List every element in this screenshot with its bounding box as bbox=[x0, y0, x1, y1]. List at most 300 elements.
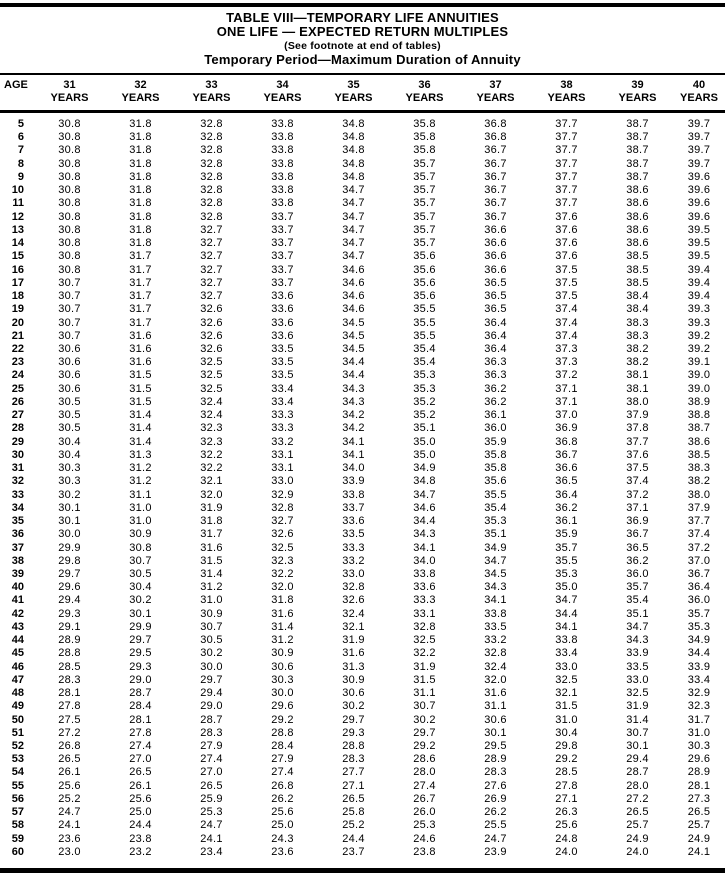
value-cell: 38.5 bbox=[626, 276, 649, 289]
table-row bbox=[0, 661, 725, 674]
value-cell: 30.2 bbox=[342, 700, 365, 713]
value-cell: 27.4 bbox=[413, 779, 436, 792]
value-cell: 31.6 bbox=[129, 356, 152, 369]
value-cell: 30.7 bbox=[58, 290, 81, 303]
value-cell: 29.4 bbox=[58, 594, 81, 607]
value-cell: 39.6 bbox=[687, 170, 711, 183]
table-row bbox=[0, 383, 725, 396]
age-cell: 30 bbox=[11, 448, 24, 461]
value-cell: 27.1 bbox=[555, 792, 578, 805]
table-row bbox=[0, 740, 725, 753]
value-cell: 31.9 bbox=[342, 634, 365, 647]
table-row bbox=[0, 184, 725, 197]
value-cell: 36.7 bbox=[555, 448, 578, 461]
value-cell: 36.1 bbox=[555, 515, 578, 528]
value-cell: 32.1 bbox=[200, 475, 223, 488]
value-cell: 37.7 bbox=[555, 197, 578, 210]
value-cell: 38.9 bbox=[687, 395, 711, 408]
value-cell: 33.2 bbox=[342, 554, 365, 567]
value-cell: 33.0 bbox=[271, 475, 294, 488]
value-cell: 24.8 bbox=[555, 832, 578, 845]
value-cell: 31.8 bbox=[129, 157, 152, 170]
value-cell: 33.1 bbox=[271, 448, 294, 461]
value-cell: 32.4 bbox=[484, 660, 507, 673]
age-cell: 22 bbox=[11, 342, 24, 355]
value-cell: 32.8 bbox=[200, 210, 223, 223]
value-cell: 36.2 bbox=[555, 501, 578, 514]
value-cell: 30.3 bbox=[271, 673, 294, 686]
value-cell: 39.7 bbox=[687, 144, 711, 157]
age-cell: 6 bbox=[17, 131, 24, 144]
value-cell: 29.9 bbox=[129, 620, 152, 633]
value-cell: 35.1 bbox=[413, 422, 436, 435]
value-cell: 36.6 bbox=[555, 462, 578, 475]
value-cell: 24.1 bbox=[687, 845, 711, 858]
value-cell: 30.9 bbox=[200, 607, 223, 620]
value-cell: 29.7 bbox=[129, 634, 152, 647]
value-cell: 36.6 bbox=[484, 263, 507, 276]
value-cell: 31.8 bbox=[129, 223, 152, 236]
value-cell: 30.6 bbox=[58, 369, 81, 382]
value-cell: 29.2 bbox=[413, 740, 436, 753]
value-cell: 35.1 bbox=[626, 607, 649, 620]
table-row bbox=[0, 131, 725, 144]
value-cell: 32.8 bbox=[200, 118, 223, 130]
value-cell: 34.2 bbox=[342, 422, 365, 435]
value-cell: 32.3 bbox=[200, 435, 223, 448]
value-cell: 30.9 bbox=[342, 673, 365, 686]
value-cell: 24.4 bbox=[342, 832, 365, 845]
value-cell: 31.4 bbox=[129, 435, 152, 448]
value-cell: 33.5 bbox=[271, 369, 294, 382]
value-cell: 32.8 bbox=[271, 501, 294, 514]
value-cell: 31.8 bbox=[129, 184, 152, 197]
value-cell: 36.5 bbox=[555, 475, 578, 488]
value-cell: 31.9 bbox=[200, 501, 223, 514]
table-row bbox=[0, 303, 725, 316]
value-cell: 32.7 bbox=[200, 276, 223, 289]
value-cell: 37.7 bbox=[555, 157, 578, 170]
value-cell: 26.8 bbox=[58, 740, 81, 753]
value-cell: 34.1 bbox=[484, 594, 507, 607]
value-cell: 27.9 bbox=[271, 753, 294, 766]
value-cell: 38.7 bbox=[626, 170, 649, 183]
table-title: TABLE VIII—TEMPORARY LIFE ANNUITIES bbox=[226, 10, 499, 25]
value-cell: 31.4 bbox=[200, 567, 223, 580]
value-cell: 30.8 bbox=[129, 541, 152, 554]
value-cell: 23.6 bbox=[58, 832, 81, 845]
period-caption: Temporary Period—Maximum Duration of Annuity bbox=[204, 52, 521, 67]
value-cell: 39.6 bbox=[687, 184, 711, 197]
value-cell: 34.1 bbox=[413, 541, 436, 554]
age-cell: 31 bbox=[11, 462, 24, 475]
value-cell: 35.1 bbox=[484, 528, 507, 541]
table-row bbox=[0, 144, 725, 157]
value-cell: 30.1 bbox=[58, 501, 81, 514]
value-cell: 35.4 bbox=[484, 501, 507, 514]
value-cell: 32.7 bbox=[200, 223, 223, 236]
table-row bbox=[0, 714, 725, 727]
value-cell: 32.4 bbox=[200, 395, 223, 408]
value-cell: 37.5 bbox=[555, 263, 578, 276]
value-cell: 36.5 bbox=[484, 303, 507, 316]
value-cell: 36.8 bbox=[555, 435, 578, 448]
value-cell: 27.5 bbox=[58, 713, 81, 726]
value-cell: 37.0 bbox=[687, 554, 711, 567]
value-cell: 33.7 bbox=[271, 237, 294, 250]
value-cell: 31.2 bbox=[129, 475, 152, 488]
value-cell: 37.3 bbox=[555, 342, 578, 355]
value-cell: 35.7 bbox=[555, 541, 578, 554]
value-cell: 24.1 bbox=[58, 819, 81, 832]
value-cell: 36.4 bbox=[484, 316, 507, 329]
value-cell: 33.7 bbox=[271, 276, 294, 289]
value-cell: 31.8 bbox=[129, 144, 152, 157]
table-row bbox=[0, 211, 725, 224]
value-cell: 36.3 bbox=[484, 369, 507, 382]
value-cell: 35.5 bbox=[413, 303, 436, 316]
year-column-header: 33 YEARS bbox=[192, 79, 231, 104]
value-cell: 31.7 bbox=[129, 250, 152, 263]
value-cell: 25.6 bbox=[58, 779, 81, 792]
value-cell: 34.7 bbox=[626, 620, 649, 633]
value-cell: 27.8 bbox=[58, 700, 81, 713]
value-cell: 38.5 bbox=[687, 448, 711, 461]
value-cell: 34.4 bbox=[555, 607, 578, 620]
value-cell: 37.1 bbox=[626, 501, 649, 514]
value-cell: 36.0 bbox=[626, 567, 649, 580]
value-cell: 39.6 bbox=[687, 210, 711, 223]
value-cell: 39.7 bbox=[687, 131, 711, 144]
value-cell: 27.1 bbox=[342, 779, 365, 792]
table-body bbox=[0, 118, 725, 859]
value-cell: 37.6 bbox=[555, 223, 578, 236]
value-cell: 35.8 bbox=[484, 462, 507, 475]
table-row bbox=[0, 396, 725, 409]
value-cell: 32.0 bbox=[271, 581, 294, 594]
value-cell: 25.5 bbox=[484, 819, 507, 832]
year-column-header: 31 YEARS bbox=[50, 79, 89, 104]
value-cell: 31.0 bbox=[687, 726, 711, 739]
value-cell: 35.7 bbox=[413, 184, 436, 197]
value-cell: 32.4 bbox=[342, 607, 365, 620]
age-cell: 47 bbox=[11, 673, 24, 686]
value-cell: 33.8 bbox=[271, 131, 294, 144]
value-cell: 39.4 bbox=[687, 263, 711, 276]
value-cell: 30.0 bbox=[271, 687, 294, 700]
value-cell: 31.8 bbox=[129, 210, 152, 223]
value-cell: 35.5 bbox=[413, 316, 436, 329]
table-row bbox=[0, 343, 725, 356]
value-cell: 26.5 bbox=[342, 792, 365, 805]
value-cell: 32.8 bbox=[413, 620, 436, 633]
value-cell: 33.8 bbox=[271, 184, 294, 197]
value-cell: 23.9 bbox=[484, 845, 507, 858]
year-column-header: 37 YEARS bbox=[476, 79, 515, 104]
value-cell: 33.8 bbox=[271, 170, 294, 183]
value-cell: 25.9 bbox=[200, 792, 223, 805]
value-cell: 30.2 bbox=[413, 713, 436, 726]
age-cell: 60 bbox=[11, 845, 24, 858]
value-cell: 38.3 bbox=[626, 329, 649, 342]
value-cell: 26.3 bbox=[555, 806, 578, 819]
value-cell: 32.2 bbox=[200, 448, 223, 461]
value-cell: 34.4 bbox=[413, 515, 436, 528]
value-cell: 32.3 bbox=[271, 554, 294, 567]
value-cell: 29.6 bbox=[58, 581, 81, 594]
value-cell: 35.2 bbox=[413, 409, 436, 422]
value-cell: 30.7 bbox=[200, 620, 223, 633]
value-cell: 35.6 bbox=[413, 290, 436, 303]
value-cell: 33.8 bbox=[484, 607, 507, 620]
value-cell: 35.5 bbox=[413, 329, 436, 342]
age-cell: 25 bbox=[11, 382, 24, 395]
value-cell: 32.8 bbox=[200, 144, 223, 157]
value-cell: 33.6 bbox=[413, 581, 436, 594]
value-cell: 34.0 bbox=[342, 462, 365, 475]
value-cell: 32.7 bbox=[200, 237, 223, 250]
value-cell: 27.7 bbox=[342, 766, 365, 779]
value-cell: 26.1 bbox=[129, 779, 152, 792]
value-cell: 27.0 bbox=[200, 766, 223, 779]
table-row bbox=[0, 568, 725, 581]
value-cell: 36.5 bbox=[484, 276, 507, 289]
value-cell: 38.5 bbox=[626, 263, 649, 276]
value-cell: 33.9 bbox=[626, 647, 649, 660]
value-cell: 34.8 bbox=[413, 475, 436, 488]
value-cell: 30.8 bbox=[58, 223, 81, 236]
table-row bbox=[0, 409, 725, 422]
value-cell: 37.1 bbox=[555, 395, 578, 408]
footnote-note: (See footnote at end of tables) bbox=[284, 40, 441, 52]
value-cell: 38.7 bbox=[626, 144, 649, 157]
age-cell: 24 bbox=[11, 369, 24, 382]
table-row bbox=[0, 528, 725, 541]
value-cell: 30.7 bbox=[58, 316, 81, 329]
value-cell: 28.7 bbox=[626, 766, 649, 779]
value-cell: 32.7 bbox=[200, 263, 223, 276]
table-row bbox=[0, 489, 725, 502]
value-cell: 33.8 bbox=[271, 118, 294, 130]
value-cell: 24.0 bbox=[555, 845, 578, 858]
value-cell: 31.6 bbox=[129, 342, 152, 355]
value-cell: 36.5 bbox=[626, 541, 649, 554]
value-cell: 39.5 bbox=[687, 237, 711, 250]
value-cell: 26.5 bbox=[687, 806, 711, 819]
value-cell: 34.3 bbox=[413, 528, 436, 541]
value-cell: 30.6 bbox=[342, 687, 365, 700]
age-cell: 18 bbox=[11, 290, 24, 303]
value-cell: 28.4 bbox=[271, 740, 294, 753]
value-cell: 30.5 bbox=[58, 409, 81, 422]
age-cell: 57 bbox=[11, 806, 24, 819]
table-row bbox=[0, 502, 725, 515]
value-cell: 31.7 bbox=[129, 316, 152, 329]
value-cell: 36.4 bbox=[555, 488, 578, 501]
value-cell: 37.4 bbox=[626, 475, 649, 488]
value-cell: 31.5 bbox=[413, 673, 436, 686]
value-cell: 35.3 bbox=[484, 515, 507, 528]
value-cell: 37.8 bbox=[626, 422, 649, 435]
value-cell: 39.0 bbox=[687, 382, 711, 395]
value-cell: 31.8 bbox=[271, 594, 294, 607]
table-row bbox=[0, 793, 725, 806]
value-cell: 29.6 bbox=[687, 753, 711, 766]
value-cell: 23.7 bbox=[342, 845, 365, 858]
value-cell: 30.1 bbox=[626, 740, 649, 753]
value-cell: 37.6 bbox=[555, 250, 578, 263]
value-cell: 37.7 bbox=[687, 515, 711, 528]
age-cell: 14 bbox=[11, 237, 24, 250]
value-cell: 30.6 bbox=[58, 382, 81, 395]
table-row bbox=[0, 647, 725, 660]
value-cell: 33.5 bbox=[484, 620, 507, 633]
value-cell: 28.0 bbox=[626, 779, 649, 792]
value-cell: 38.7 bbox=[626, 118, 649, 130]
table-row bbox=[0, 475, 725, 488]
value-cell: 29.8 bbox=[555, 740, 578, 753]
value-cell: 31.1 bbox=[413, 687, 436, 700]
table-row bbox=[0, 462, 725, 475]
value-cell: 33.7 bbox=[271, 263, 294, 276]
value-cell: 37.4 bbox=[555, 316, 578, 329]
table-row bbox=[0, 422, 725, 435]
value-cell: 33.6 bbox=[271, 316, 294, 329]
value-cell: 31.4 bbox=[271, 620, 294, 633]
value-cell: 38.0 bbox=[687, 488, 711, 501]
value-cell: 38.7 bbox=[687, 422, 711, 435]
value-cell: 30.2 bbox=[58, 488, 81, 501]
value-cell: 33.2 bbox=[271, 435, 294, 448]
value-cell: 35.6 bbox=[484, 475, 507, 488]
value-cell: 34.1 bbox=[342, 448, 365, 461]
value-cell: 24.3 bbox=[271, 832, 294, 845]
value-cell: 36.8 bbox=[484, 118, 507, 130]
value-cell: 38.7 bbox=[626, 157, 649, 170]
value-cell: 31.5 bbox=[129, 395, 152, 408]
value-cell: 35.8 bbox=[413, 118, 436, 130]
value-cell: 30.9 bbox=[271, 647, 294, 660]
value-cell: 28.1 bbox=[58, 687, 81, 700]
value-cell: 25.0 bbox=[271, 819, 294, 832]
value-cell: 30.2 bbox=[200, 647, 223, 660]
value-cell: 24.4 bbox=[129, 819, 152, 832]
value-cell: 34.6 bbox=[342, 303, 365, 316]
value-cell: 31.0 bbox=[129, 515, 152, 528]
value-cell: 36.6 bbox=[484, 250, 507, 263]
value-cell: 29.7 bbox=[200, 673, 223, 686]
value-cell: 30.1 bbox=[58, 515, 81, 528]
value-cell: 31.9 bbox=[413, 660, 436, 673]
value-cell: 39.6 bbox=[687, 197, 711, 210]
value-cell: 26.2 bbox=[484, 806, 507, 819]
value-cell: 27.6 bbox=[484, 779, 507, 792]
value-cell: 35.6 bbox=[413, 263, 436, 276]
table-row bbox=[0, 237, 725, 250]
value-cell: 23.2 bbox=[129, 845, 152, 858]
year-column-header: 35 YEARS bbox=[334, 79, 373, 104]
value-cell: 28.1 bbox=[129, 713, 152, 726]
value-cell: 36.9 bbox=[626, 515, 649, 528]
year-column-header: 32 YEARS bbox=[121, 79, 160, 104]
year-column-header: 38 YEARS bbox=[547, 79, 586, 104]
age-cell: 38 bbox=[11, 554, 24, 567]
age-cell: 17 bbox=[11, 276, 24, 289]
value-cell: 35.3 bbox=[413, 382, 436, 395]
value-cell: 30.8 bbox=[58, 184, 81, 197]
value-cell: 35.8 bbox=[484, 448, 507, 461]
value-cell: 34.5 bbox=[342, 342, 365, 355]
age-cell: 37 bbox=[11, 541, 24, 554]
value-cell: 28.9 bbox=[687, 766, 711, 779]
value-cell: 34.3 bbox=[342, 382, 365, 395]
value-cell: 30.7 bbox=[58, 303, 81, 316]
value-cell: 38.6 bbox=[626, 184, 649, 197]
value-cell: 33.9 bbox=[342, 475, 365, 488]
value-cell: 31.6 bbox=[342, 647, 365, 660]
value-cell: 32.0 bbox=[200, 488, 223, 501]
value-cell: 34.6 bbox=[413, 501, 436, 514]
value-cell: 36.4 bbox=[687, 581, 711, 594]
value-cell: 31.7 bbox=[129, 263, 152, 276]
value-cell: 28.9 bbox=[484, 753, 507, 766]
value-cell: 24.1 bbox=[200, 832, 223, 845]
value-cell: 37.7 bbox=[555, 131, 578, 144]
value-cell: 33.8 bbox=[271, 144, 294, 157]
value-cell: 32.7 bbox=[271, 515, 294, 528]
age-cell: 13 bbox=[11, 223, 24, 236]
value-cell: 33.0 bbox=[342, 567, 365, 580]
value-cell: 32.5 bbox=[413, 634, 436, 647]
value-cell: 33.6 bbox=[271, 329, 294, 342]
value-cell: 30.3 bbox=[58, 475, 81, 488]
table-row bbox=[0, 224, 725, 237]
value-cell: 32.6 bbox=[200, 316, 223, 329]
age-cell: 11 bbox=[12, 197, 24, 210]
value-cell: 33.5 bbox=[271, 356, 294, 369]
table-row bbox=[0, 581, 725, 594]
value-cell: 36.4 bbox=[484, 329, 507, 342]
value-cell: 31.3 bbox=[129, 448, 152, 461]
table-row bbox=[0, 317, 725, 330]
value-cell: 39.4 bbox=[687, 290, 711, 303]
table-row bbox=[0, 515, 725, 528]
value-cell: 30.9 bbox=[129, 528, 152, 541]
value-cell: 36.7 bbox=[484, 197, 507, 210]
age-cell: 26 bbox=[11, 395, 24, 408]
value-cell: 31.7 bbox=[200, 528, 223, 541]
value-cell: 28.8 bbox=[271, 726, 294, 739]
value-cell: 34.3 bbox=[342, 395, 365, 408]
value-cell: 29.9 bbox=[58, 541, 81, 554]
value-cell: 37.2 bbox=[555, 369, 578, 382]
age-cell: 51 bbox=[11, 726, 24, 739]
value-cell: 30.7 bbox=[129, 554, 152, 567]
value-cell: 32.0 bbox=[484, 673, 507, 686]
value-cell: 34.4 bbox=[687, 647, 711, 660]
value-cell: 34.7 bbox=[413, 488, 436, 501]
value-cell: 30.8 bbox=[58, 144, 81, 157]
value-cell: 38.4 bbox=[626, 303, 649, 316]
value-cell: 24.7 bbox=[58, 806, 81, 819]
table-row bbox=[0, 833, 725, 846]
value-cell: 28.1 bbox=[687, 779, 711, 792]
value-cell: 36.6 bbox=[484, 237, 507, 250]
age-cell: 40 bbox=[11, 581, 24, 594]
value-cell: 35.8 bbox=[413, 131, 436, 144]
value-cell: 30.8 bbox=[58, 170, 81, 183]
value-cell: 29.0 bbox=[129, 673, 152, 686]
